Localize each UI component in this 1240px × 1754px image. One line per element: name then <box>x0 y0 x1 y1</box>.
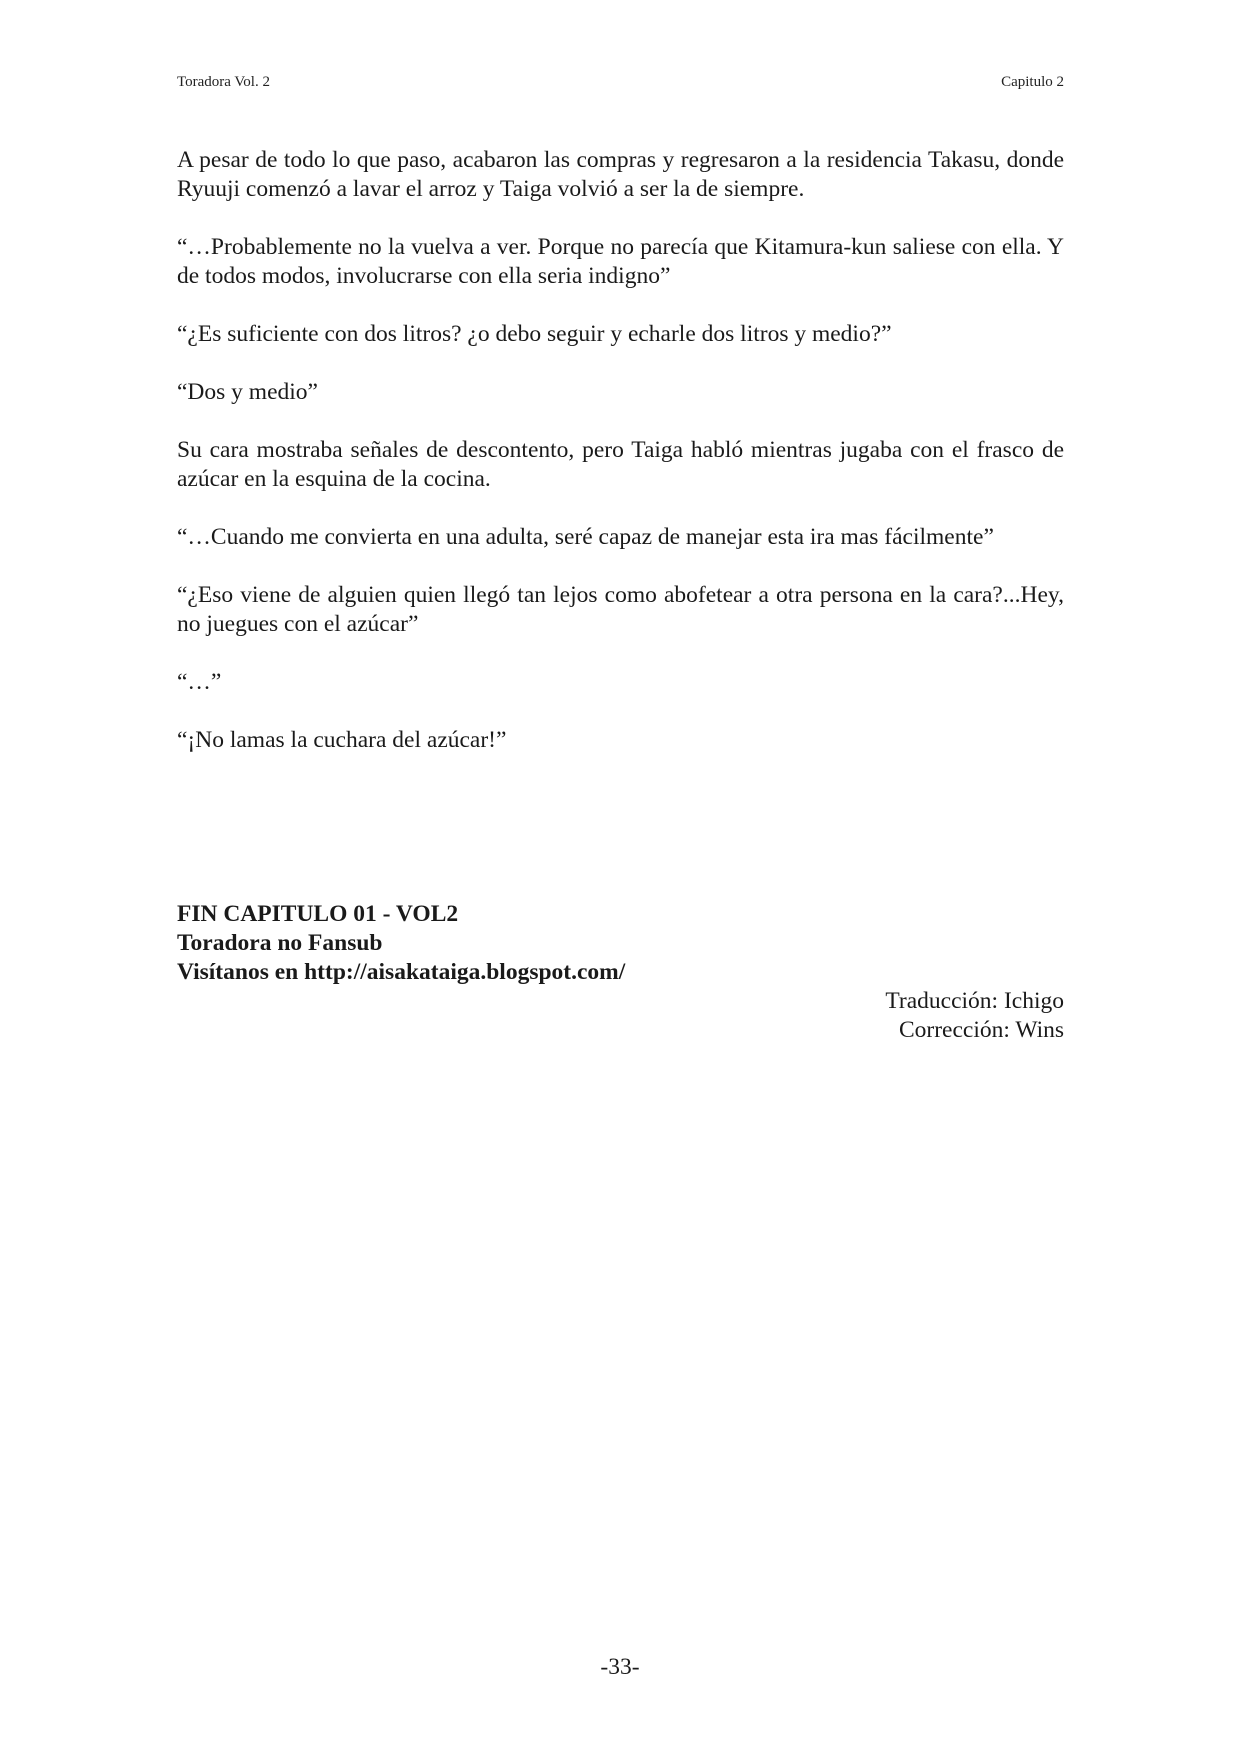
paragraph: A pesar de todo lo que paso, acabaron las compras y regresaron a la residencia Takasu, donde Ryuuji comenzó a lavar el arroz y Taiga volvió a ser la de siempre. <box>177 147 1064 202</box>
body-text <box>177 146 1064 784</box>
correction-credit: Corrección: Wins <box>898 1017 1064 1043</box>
translation-credit: Traducción: Ichigo <box>885 988 1064 1014</box>
chapter-end-title: FIN CAPITULO 01 - VOL2 <box>177 901 459 927</box>
paragraph: “…” <box>177 669 222 695</box>
paragraph: “¡No lamas la cuchara del azúcar!” <box>177 727 507 753</box>
chapter-credits <box>177 900 1064 1045</box>
paragraph: “…Probablemente no la vuelva a ver. Porque no parecía que Kitamura-kun saliese con ella. Y de todos modos, involucrarse con ella seria indigno” <box>177 234 1064 289</box>
fansub-name: Toradora no Fansub <box>177 930 383 956</box>
paragraph: Su cara mostraba señales de descontento, pero Taiga habló mientras jugaba con el frasco de azúcar en la esquina de la cocina. <box>177 437 1064 492</box>
paragraph: “¿Es suficiente con dos litros? ¿o debo seguir y echarle dos litros y medio?” <box>177 321 892 347</box>
running-header <box>177 74 1064 91</box>
page-number: -33- <box>600 1654 640 1680</box>
paragraph: “Dos y medio” <box>177 379 318 405</box>
paragraph: “…Cuando me convierta en una adulta, seré capaz de manejar esta ira mas fácilmente” <box>177 524 994 550</box>
header-chapter: Capitulo 2 <box>1001 74 1064 90</box>
header-book-title: Toradora Vol. 2 <box>177 74 270 90</box>
fansub-website: Visítanos en http://aisakataiga.blogspot.com/ <box>177 959 626 985</box>
paragraph: “¿Eso viene de alguien quien llegó tan lejos como abofetear a otra persona en la cara?...Hey, no juegues con el azúcar” <box>177 582 1064 637</box>
